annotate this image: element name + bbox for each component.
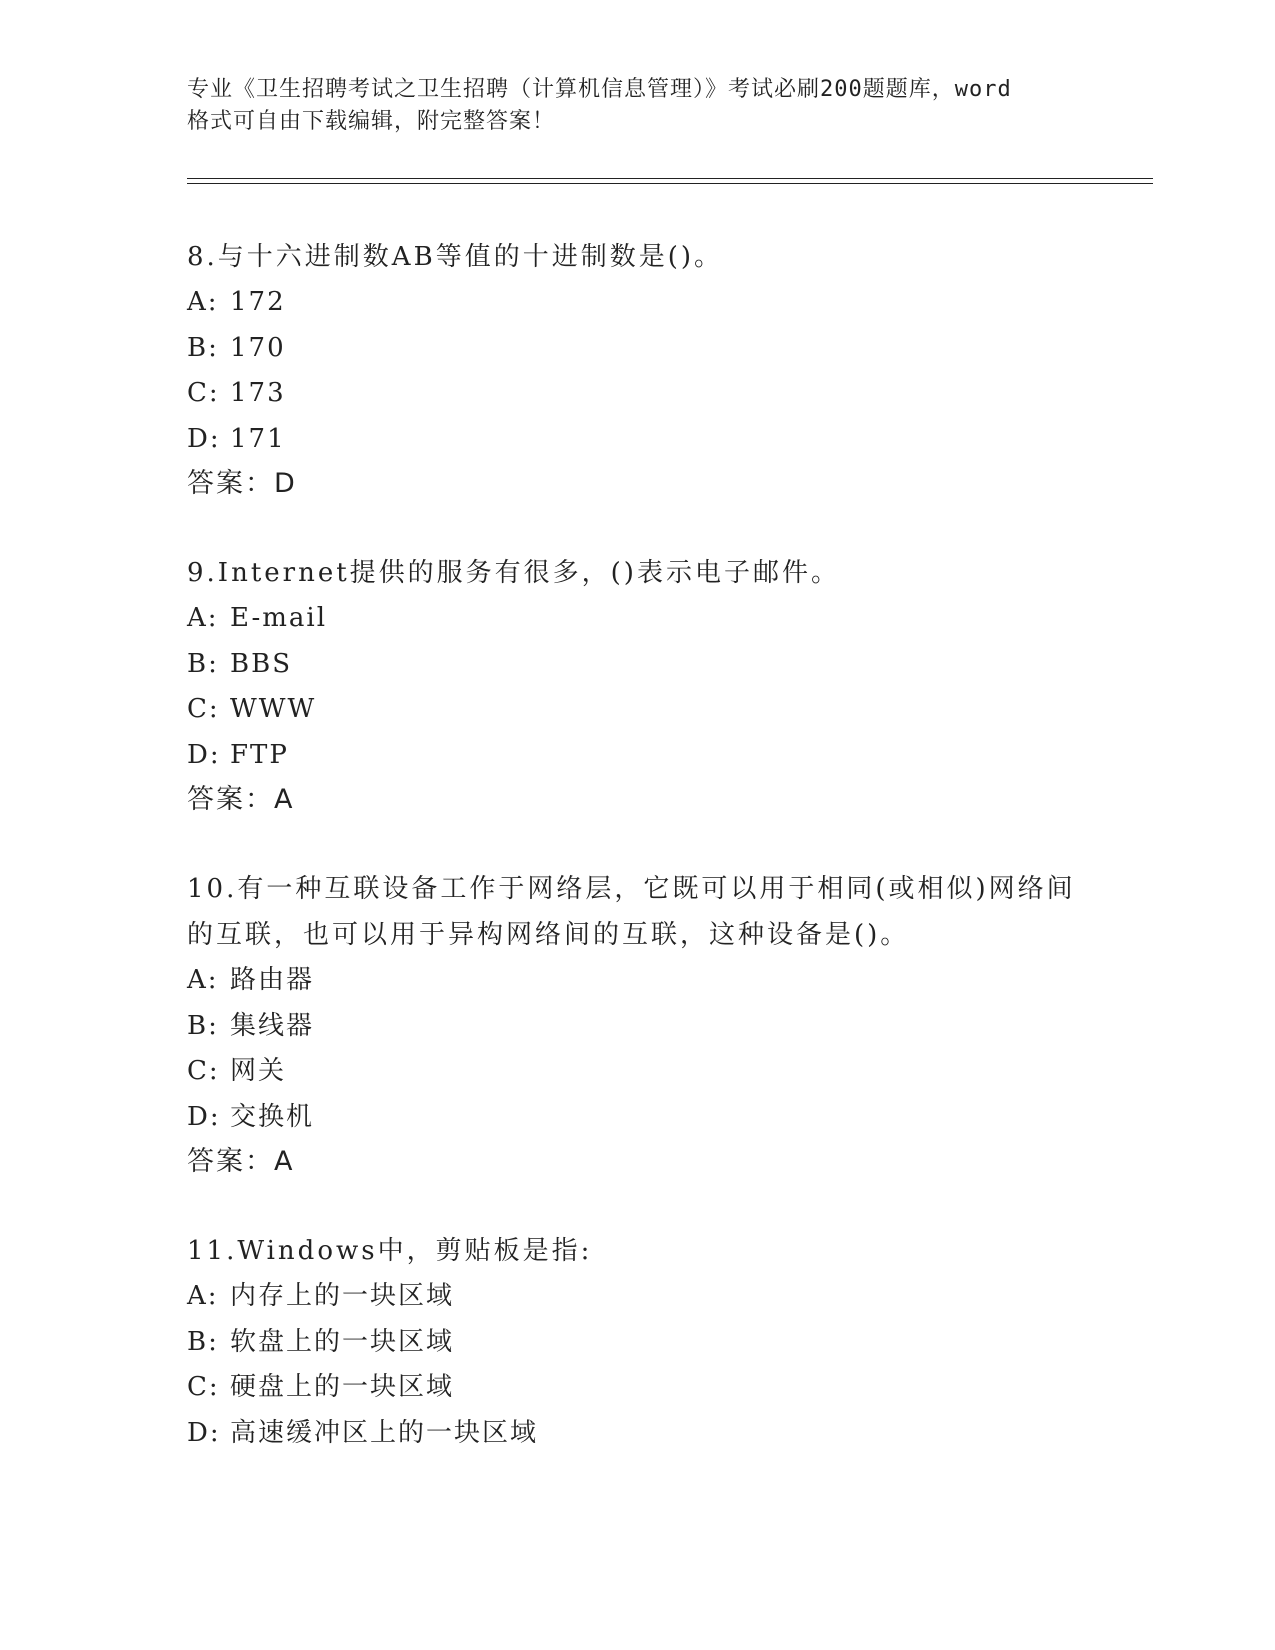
option-text: BBS [230, 648, 293, 679]
header-line-1: 专业《卫生招聘考试之卫生招聘（计算机信息管理）》考试必刷200题题库，word [187, 77, 1012, 102]
option-label: B: [187, 648, 219, 679]
question-11 [187, 1228, 1087, 1456]
option-label: D: [187, 423, 221, 454]
option-text: E-mail [230, 603, 328, 633]
option-a [187, 958, 1087, 1004]
answer: 答案：A [187, 784, 295, 815]
option-label: C: [187, 694, 220, 724]
option-c [187, 1049, 1087, 1095]
question-9 [187, 550, 1087, 822]
option-label: B: [187, 1010, 219, 1041]
option-b [187, 326, 1087, 372]
option-label: C: [187, 378, 220, 408]
option-text: 交换机 [230, 1101, 315, 1132]
option-text: 集线器 [230, 1010, 315, 1041]
option-a [187, 1274, 1087, 1320]
header-divider-top [187, 178, 1153, 179]
option-label: C: [187, 1372, 220, 1402]
header-divider-bottom [187, 183, 1153, 184]
option-a [187, 596, 1087, 642]
option-text: 内存上的一块区域 [230, 1281, 455, 1311]
option-b [187, 1320, 1087, 1366]
document-header [187, 74, 1087, 138]
question-stem: 11.Windows中，剪贴板是指: [187, 1236, 593, 1266]
option-text: 171 [230, 423, 286, 454]
option-label: A: [187, 965, 219, 995]
option-label: D: [187, 1417, 221, 1448]
question-8 [187, 234, 1087, 506]
option-b [187, 1004, 1087, 1050]
option-label: C: [187, 1056, 220, 1086]
option-text: 高速缓冲区上的一块区域 [230, 1417, 539, 1448]
option-label: D: [187, 739, 221, 770]
option-label: A: [187, 287, 219, 317]
answer: 答案：A [187, 1146, 295, 1177]
option-label: A: [187, 603, 219, 633]
option-c [187, 687, 1087, 733]
option-text: WWW [230, 694, 317, 724]
option-text: 软盘上的一块区域 [230, 1326, 455, 1357]
option-b [187, 642, 1087, 688]
option-text: 173 [230, 378, 286, 408]
option-text: FTP [230, 739, 289, 770]
option-c [187, 1365, 1087, 1411]
option-d [187, 733, 1087, 779]
option-d [187, 417, 1087, 463]
option-text: 172 [230, 287, 286, 317]
option-label: B: [187, 1326, 219, 1357]
question-10 [187, 866, 1087, 1184]
option-label: A: [187, 1281, 219, 1311]
option-text: 硬盘上的一块区域 [230, 1372, 455, 1402]
option-a [187, 280, 1087, 326]
question-list [187, 234, 1087, 1500]
option-label: B: [187, 332, 219, 363]
option-text: 170 [230, 332, 286, 363]
header-line-2: 格式可自由下载编辑，附完整答案！ [187, 109, 556, 134]
option-c [187, 371, 1087, 417]
answer: 答案：D [187, 468, 297, 499]
question-stem: 10.有一种互联设备工作于网络层，它既可以用于相同(或相似)网络间的互联，也可以用于异构网络间的互联，这种设备是()。 [187, 874, 1076, 950]
option-d [187, 1411, 1087, 1457]
option-text: 路由器 [230, 965, 315, 995]
question-stem: 8.与十六进制数AB等值的十进制数是()。 [187, 242, 723, 272]
question-stem: 9.Internet提供的服务有很多，()表示电子邮件。 [187, 558, 840, 588]
option-label: D: [187, 1101, 221, 1132]
option-d [187, 1095, 1087, 1141]
option-text: 网关 [230, 1056, 287, 1086]
